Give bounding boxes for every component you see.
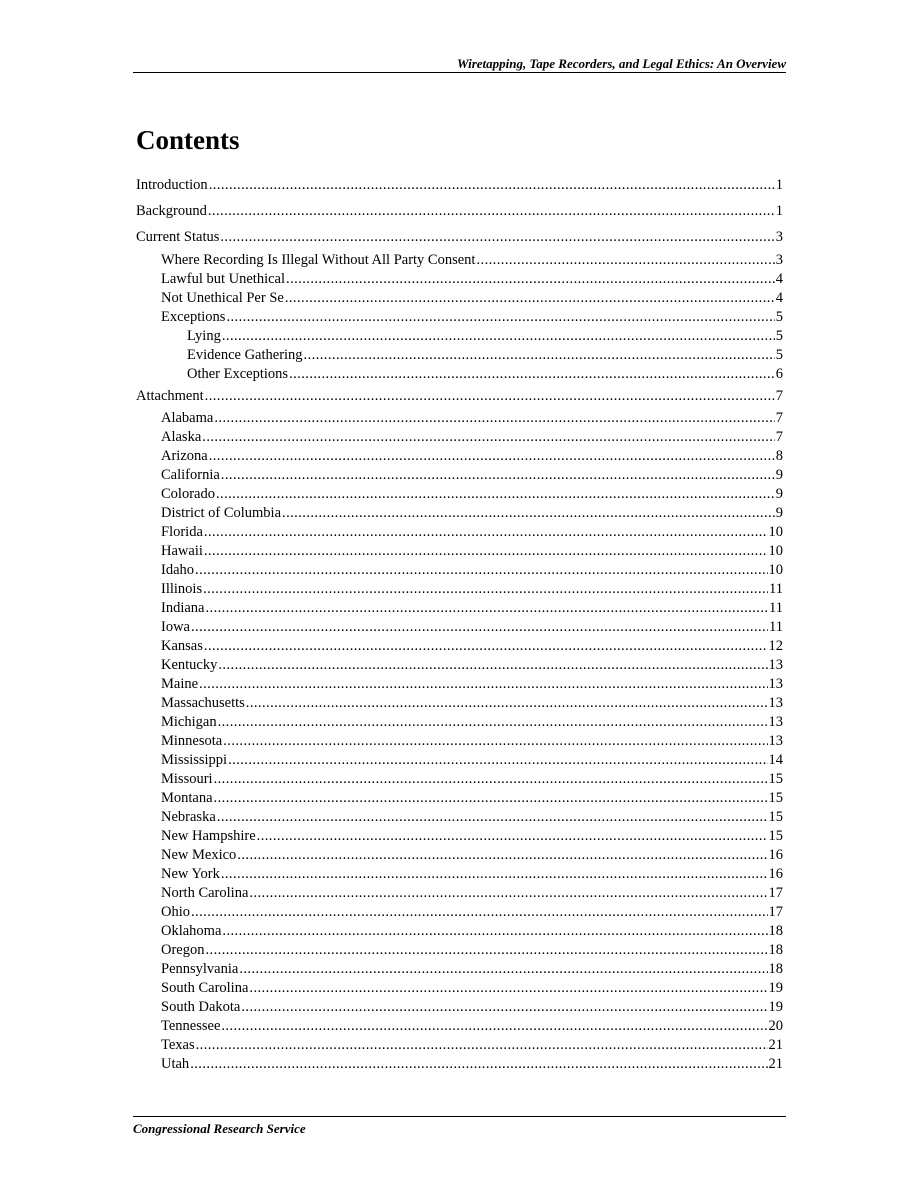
toc-entry-page: 5: [775, 309, 783, 325]
toc-entry-page: 4: [775, 271, 783, 287]
toc-entry[interactable]: [161, 808, 783, 827]
toc-entry[interactable]: [161, 998, 783, 1017]
toc-entry[interactable]: [161, 751, 783, 770]
toc-entry-page: 18: [768, 961, 783, 977]
toc-dot-leader: [220, 228, 774, 247]
toc-entry-label: Idaho: [161, 562, 195, 578]
toc-entry[interactable]: [161, 270, 783, 289]
toc-dot-leader: [286, 270, 775, 289]
toc-entry-page: 13: [768, 695, 783, 711]
toc-entry-label: Illinois: [161, 581, 203, 597]
toc-entry-page: 17: [768, 904, 783, 920]
toc-entry-page: 10: [768, 524, 783, 540]
toc-entry-page: 10: [768, 543, 783, 559]
toc-entry-page: 19: [768, 999, 783, 1015]
toc-entry[interactable]: [161, 846, 783, 865]
toc-entry[interactable]: [161, 732, 783, 751]
toc-entry-label: Other Exceptions: [187, 366, 289, 382]
toc-entry-page: 11: [769, 619, 783, 635]
toc-entry[interactable]: [161, 599, 783, 618]
toc-entry-page: 5: [775, 328, 783, 344]
toc-entry-label: Florida: [161, 524, 203, 540]
table-of-contents: [136, 0, 783, 1191]
toc-entry[interactable]: [136, 176, 783, 195]
toc-dot-leader: [214, 409, 774, 428]
toc-entry-label: Colorado: [161, 486, 215, 502]
toc-dot-leader: [195, 561, 767, 580]
toc-entry-page: 1: [775, 177, 783, 193]
toc-entry-label: Oklahoma: [161, 923, 222, 939]
toc-dot-leader: [476, 251, 774, 270]
toc-dot-leader: [221, 466, 775, 485]
toc-entry-page: 16: [768, 847, 783, 863]
toc-entry-label: South Carolina: [161, 980, 249, 996]
toc-entry-page: 7: [775, 429, 783, 445]
toc-entry-page: 3: [775, 252, 783, 268]
toc-dot-leader: [221, 865, 768, 884]
toc-entry-label: New York: [161, 866, 220, 882]
toc-entry[interactable]: [161, 289, 783, 308]
toc-dot-leader: [239, 960, 767, 979]
toc-entry-label: Lying: [187, 328, 221, 344]
toc-dot-leader: [218, 713, 768, 732]
toc-entry[interactable]: [161, 960, 783, 979]
toc-entry-page: 20: [768, 1018, 783, 1034]
toc-entry[interactable]: [161, 903, 783, 922]
toc-dot-leader: [285, 289, 775, 308]
toc-entry[interactable]: [161, 1055, 783, 1074]
toc-entry[interactable]: [161, 485, 783, 504]
toc-entry[interactable]: [161, 504, 783, 523]
toc-entry[interactable]: [136, 387, 783, 406]
toc-entry-page: 7: [775, 388, 783, 404]
toc-entry-page: 9: [775, 505, 783, 521]
toc-entry[interactable]: [161, 979, 783, 998]
toc-entry-label: Michigan: [161, 714, 217, 730]
toc-entry[interactable]: [161, 1036, 783, 1055]
toc-entry-page: 18: [768, 942, 783, 958]
toc-dot-leader: [249, 884, 767, 903]
toc-entry-label: Montana: [161, 790, 213, 806]
toc-entry-label: Kentucky: [161, 657, 218, 673]
toc-dot-leader: [190, 1055, 767, 1074]
toc-entry-page: 10: [768, 562, 783, 578]
toc-dot-leader: [257, 827, 768, 846]
toc-entry-page: 13: [768, 733, 783, 749]
toc-dot-leader: [203, 580, 768, 599]
toc-dot-leader: [204, 523, 768, 542]
toc-entry-label: Introduction: [136, 177, 208, 193]
toc-entry-label: Pennsylvania: [161, 961, 239, 977]
toc-dot-leader: [218, 656, 767, 675]
toc-dot-leader: [205, 387, 775, 406]
toc-dot-leader: [204, 637, 768, 656]
toc-entry-label: Kansas: [161, 638, 203, 654]
toc-entry-label: District of Columbia: [161, 505, 282, 521]
toc-entry[interactable]: [161, 941, 783, 960]
toc-entry-page: 21: [768, 1056, 783, 1072]
toc-entry-label: North Carolina: [161, 885, 249, 901]
toc-entry-label: Indiana: [161, 600, 205, 616]
toc-entry-label: Background: [136, 203, 207, 219]
toc-dot-leader: [241, 998, 767, 1017]
toc-entry-page: 3: [775, 229, 783, 245]
toc-entry-label: Exceptions: [161, 309, 226, 325]
toc-entry[interactable]: [161, 770, 783, 789]
toc-entry[interactable]: [161, 1017, 783, 1036]
toc-entry[interactable]: [161, 694, 783, 713]
toc-dot-leader: [191, 903, 768, 922]
toc-entry[interactable]: [187, 365, 783, 384]
page-title: Contents: [136, 125, 240, 155]
toc-entry[interactable]: [136, 228, 783, 247]
toc-dot-leader: [221, 1017, 767, 1036]
toc-entry-label: Iowa: [161, 619, 190, 635]
running-header: Wiretapping, Tape Recorders, and Legal Ethics: An Overview: [133, 56, 786, 73]
toc-dot-leader: [205, 599, 768, 618]
toc-entry-page: 18: [768, 923, 783, 939]
toc-dot-leader: [228, 751, 767, 770]
toc-entry-page: 15: [768, 771, 783, 787]
toc-entry-label: Utah: [161, 1056, 190, 1072]
toc-entry-label: Maine: [161, 676, 199, 692]
toc-entry[interactable]: [161, 409, 783, 428]
toc-entry-page: 15: [768, 828, 783, 844]
toc-dot-leader: [222, 922, 767, 941]
toc-entry-label: South Dakota: [161, 999, 241, 1015]
toc-entry[interactable]: [161, 466, 783, 485]
toc-entry[interactable]: [161, 618, 783, 637]
toc-entry[interactable]: [161, 922, 783, 941]
toc-entry-page: 9: [775, 467, 783, 483]
toc-entry-label: Ohio: [161, 904, 190, 920]
toc-entry-label: New Hampshire: [161, 828, 256, 844]
toc-entry-page: 1: [775, 203, 783, 219]
toc-entry-label: California: [161, 467, 220, 483]
toc-entry-page: 13: [768, 676, 783, 692]
running-footer: Congressional Research Service: [133, 1116, 786, 1137]
toc-dot-leader: [202, 428, 774, 447]
toc-entry-page: 16: [768, 866, 783, 882]
toc-dot-leader: [209, 176, 775, 195]
toc-entry-page: 11: [769, 581, 783, 597]
toc-entry-label: New Mexico: [161, 847, 237, 863]
toc-dot-leader: [216, 485, 775, 504]
toc-entry-label: Mississippi: [161, 752, 228, 768]
toc-dot-leader: [206, 941, 768, 960]
toc-entry-label: Alabama: [161, 410, 214, 426]
toc-entry[interactable]: [161, 637, 783, 656]
toc-entry-label: Oregon: [161, 942, 205, 958]
toc-entry[interactable]: [187, 327, 783, 346]
toc-entry-label: Hawaii: [161, 543, 203, 559]
toc-entry[interactable]: [161, 447, 783, 466]
toc-entry[interactable]: [161, 884, 783, 903]
toc-entry-page: 9: [775, 486, 783, 502]
toc-entry[interactable]: [161, 523, 783, 542]
toc-dot-leader: [209, 447, 775, 466]
toc-entry-page: 17: [768, 885, 783, 901]
toc-dot-leader: [289, 365, 775, 384]
toc-entry-page: 21: [768, 1037, 783, 1053]
toc-entry-label: Texas: [161, 1037, 195, 1053]
toc-entry[interactable]: [161, 308, 783, 327]
toc-entry-page: 13: [768, 657, 783, 673]
toc-dot-leader: [214, 770, 768, 789]
toc-entry[interactable]: [161, 251, 783, 270]
toc-dot-leader: [217, 808, 768, 827]
toc-dot-leader: [226, 308, 774, 327]
toc-entry-label: Current Status: [136, 229, 220, 245]
toc-entry-label: Tennessee: [161, 1018, 221, 1034]
toc-dot-leader: [204, 542, 768, 561]
toc-entry-label: Where Recording Is Illegal Without All Party Consent: [161, 252, 476, 268]
toc-entry-label: Alaska: [161, 429, 202, 445]
toc-entry-label: Not Unethical Per Se: [161, 290, 284, 306]
toc-entry[interactable]: [161, 561, 783, 580]
toc-entry-page: 6: [775, 366, 783, 382]
toc-dot-leader: [282, 504, 775, 523]
toc-entry-label: Nebraska: [161, 809, 216, 825]
toc-entry-page: 11: [769, 600, 783, 616]
toc-entry[interactable]: [161, 827, 783, 846]
toc-entry-page: 5: [775, 347, 783, 363]
toc-entry-label: Missouri: [161, 771, 213, 787]
toc-entry-page: 15: [768, 790, 783, 806]
toc-dot-leader: [214, 789, 768, 808]
toc-entry[interactable]: [161, 580, 783, 599]
toc-entry[interactable]: [136, 202, 783, 221]
toc-entry-label: Arizona: [161, 448, 208, 464]
toc-entry[interactable]: [161, 428, 783, 447]
toc-entry-page: 4: [775, 290, 783, 306]
toc-entry-page: 13: [768, 714, 783, 730]
toc-dot-leader: [249, 979, 767, 998]
toc-entry[interactable]: [161, 656, 783, 675]
toc-dot-leader: [304, 346, 775, 365]
toc-entry-page: 7: [775, 410, 783, 426]
toc-dot-leader: [222, 327, 775, 346]
toc-entry[interactable]: [161, 789, 783, 808]
toc-entry-label: Evidence Gathering: [187, 347, 303, 363]
toc-entry-page: 8: [775, 448, 783, 464]
toc-dot-leader: [196, 1036, 768, 1055]
toc-entry[interactable]: [161, 713, 783, 732]
toc-entry-page: 12: [768, 638, 783, 654]
toc-entry-label: Minnesota: [161, 733, 223, 749]
toc-dot-leader: [191, 618, 768, 637]
toc-dot-leader: [246, 694, 768, 713]
toc-dot-leader: [237, 846, 767, 865]
toc-entry-label: Attachment: [136, 388, 204, 404]
toc-entry-page: 14: [768, 752, 783, 768]
toc-entry[interactable]: [187, 346, 783, 365]
toc-dot-leader: [199, 675, 767, 694]
toc-entry-page: 15: [768, 809, 783, 825]
toc-entry-label: Lawful but Unethical: [161, 271, 286, 287]
toc-entry[interactable]: [161, 865, 783, 884]
toc-entry[interactable]: [161, 542, 783, 561]
toc-entry[interactable]: [161, 675, 783, 694]
toc-entry-label: Massachusetts: [161, 695, 245, 711]
toc-dot-leader: [223, 732, 767, 751]
toc-entry-page: 19: [768, 980, 783, 996]
toc-dot-leader: [208, 202, 775, 221]
